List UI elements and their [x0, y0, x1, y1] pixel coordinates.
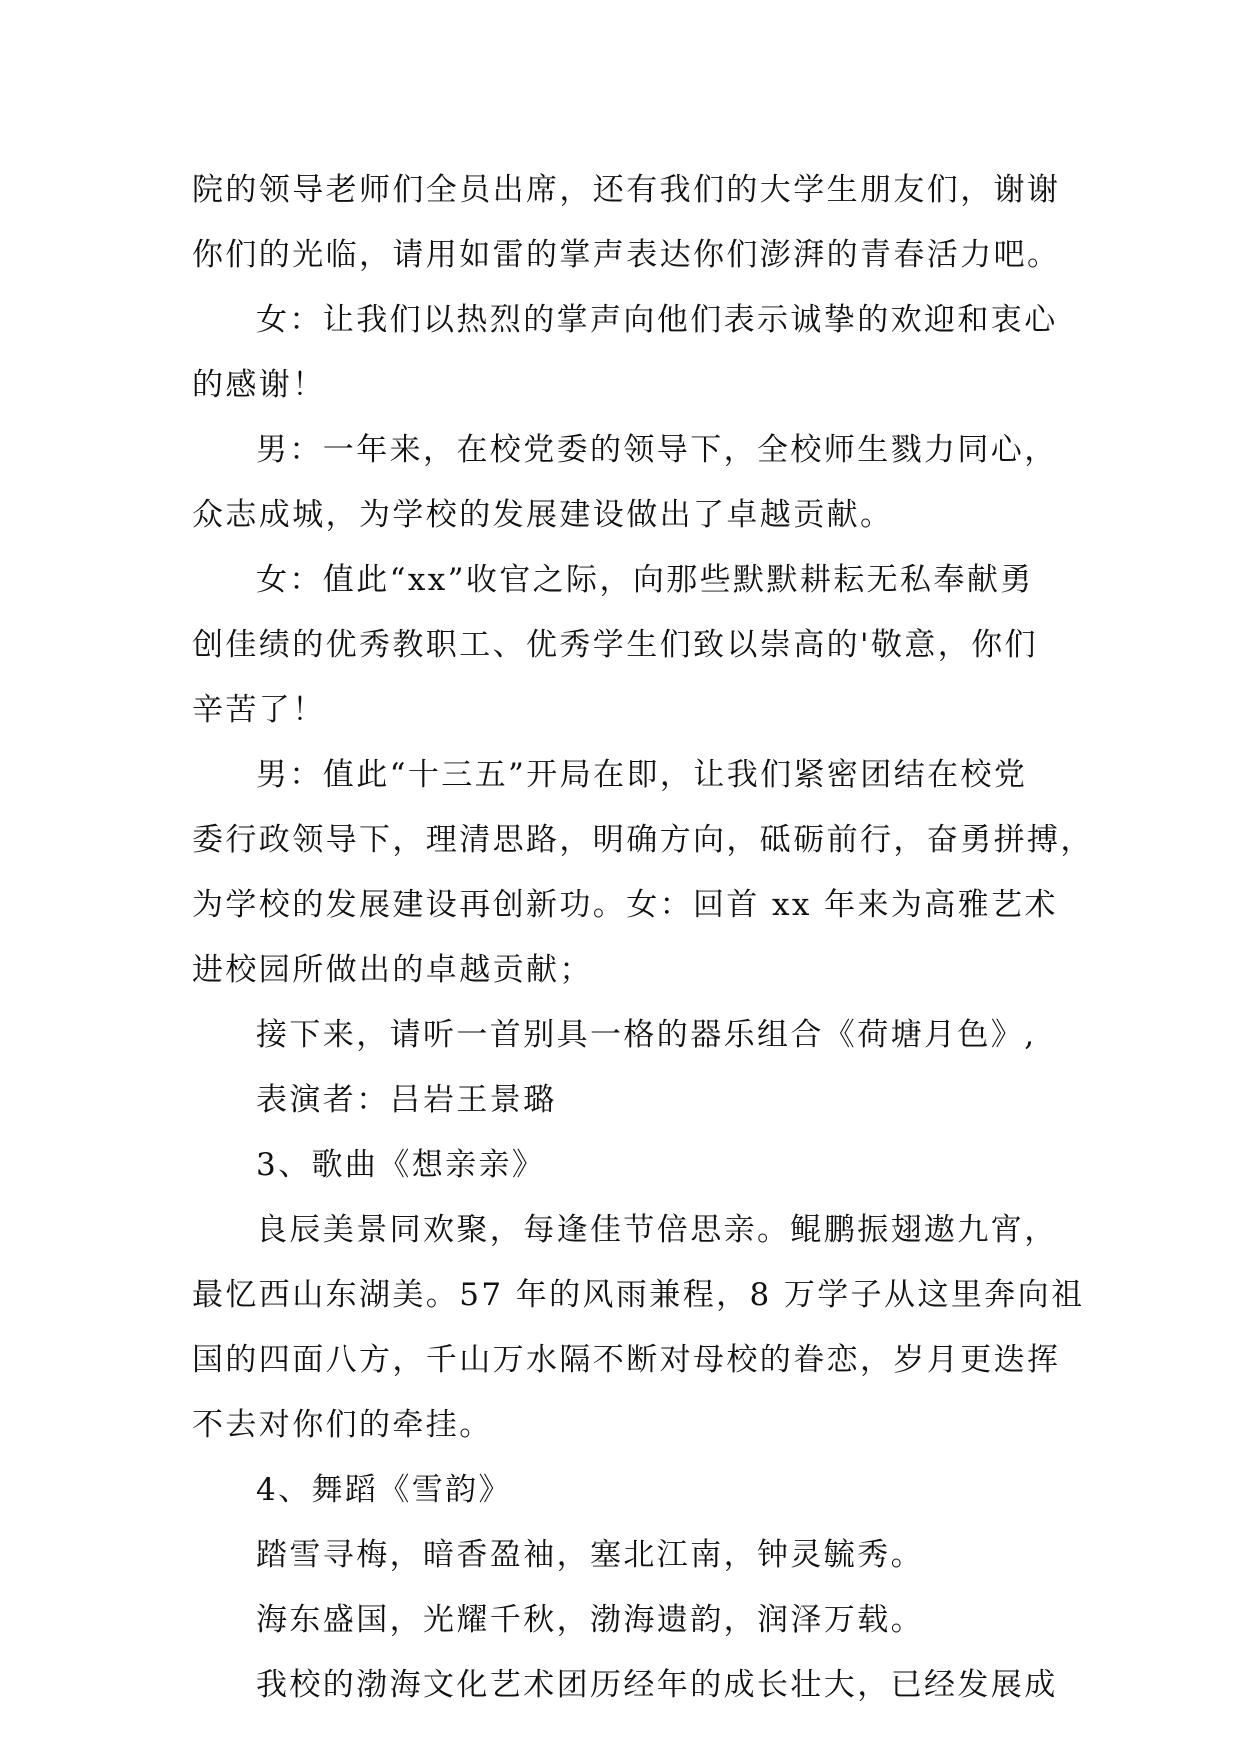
text-line: 委行政领导下，理清思路，明确方向，砥砺前行，奋勇拼搏，	[192, 822, 1094, 858]
text-line: 进校园所做出的卓越贡献；	[192, 952, 593, 988]
section-heading: 3、歌曲《想亲亲》	[256, 1147, 546, 1183]
text-line: 表演者：吕岩王景璐	[256, 1082, 557, 1118]
text-line: 的感谢！	[192, 367, 326, 403]
text-line: 接下来，请听一首别具一格的器乐组合《荷塘月色》,	[256, 1017, 1037, 1053]
text-line: 男：一年来，在校党委的领导下，全校师生戮力同心，	[256, 432, 1058, 468]
text-line: 最忆西山东湖美。57 年的风雨兼程，8 万学子从这里奔向祖	[192, 1277, 1085, 1313]
text-line: 良辰美景同欢聚，每逢佳节倍思亲。鲲鹏振翅遨九宵，	[256, 1212, 1058, 1248]
section-heading: 4、舞蹈《雪韵》	[256, 1472, 512, 1508]
text-line: 为学校的发展建设再创新功。女：回首 xx 年来为高雅艺术	[192, 887, 1058, 923]
text-line: 众志成城，为学校的发展建设做出了卓越贡献。	[192, 497, 894, 533]
text-line: 海东盛国，光耀千秋，渤海遗韵，润泽万载。	[256, 1602, 924, 1638]
text-line: 踏雪寻梅，暗香盈袖，塞北江南，钟灵毓秀。	[256, 1537, 924, 1573]
text-line: 辛苦了！	[192, 692, 326, 728]
text-line: 女：让我们以热烈的掌声向他们表示诚挚的欢迎和衷心	[256, 302, 1058, 338]
text-line: 国的四面八方，千山万水隔不断对母校的眷恋，岁月更迭挥	[192, 1342, 1061, 1378]
text-line: 我校的渤海文化艺术团历经年的成长壮大，已经发展成	[256, 1667, 1058, 1703]
text-line: 你们的光临，请用如雷的掌声表达你们澎湃的青春活力吧。	[192, 237, 1061, 273]
text-line: 男：值此“十三五”开局在即，让我们紧密团结在校党	[256, 757, 1028, 793]
text-line: 院的领导老师们全员出席，还有我们的大学生朋友们，谢谢	[192, 172, 1061, 208]
document-body	[192, 158, 1094, 1718]
text-line: 不去对你们的牵挂。	[192, 1407, 493, 1443]
text-line: 创佳绩的优秀教职工、优秀学生们致以崇高的'敬意，你们	[192, 627, 1038, 663]
text-line: 女：值此“xx”收官之际，向那些默默耕耘无私奉献勇	[256, 562, 1034, 598]
